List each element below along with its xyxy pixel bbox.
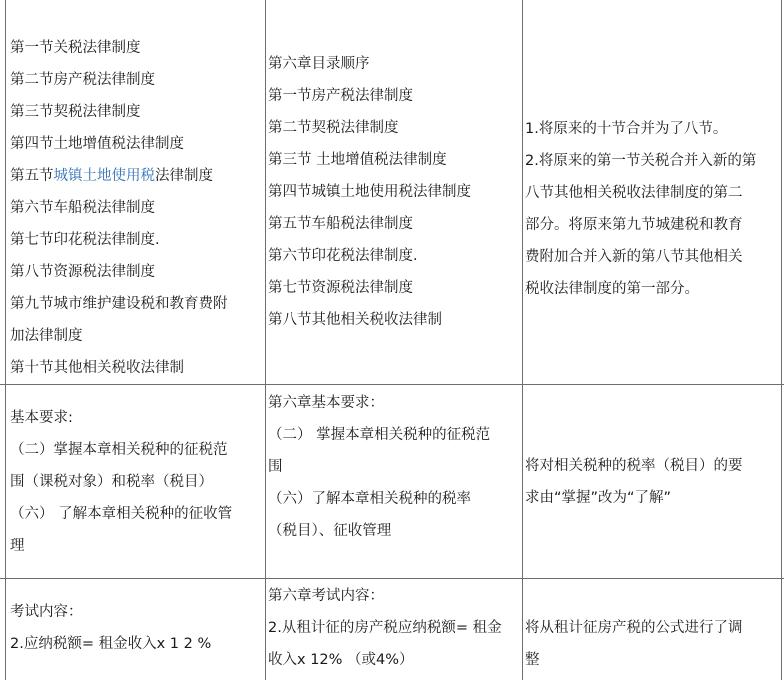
r1c2-line-7: 第七节资源税法律制度 <box>268 280 413 296</box>
row2-col2-cell <box>268 387 520 547</box>
r1c3-line-5: 税收法律制度的第一部分。 <box>525 281 699 297</box>
r1c1-line-9: 加法律制度 <box>10 328 83 344</box>
row3-col2-cell <box>268 580 520 676</box>
r1c1-line-0: 第一节关税法律制度 <box>10 40 141 56</box>
r1c3-line-4: 费附加合并入新的第八节其他相关 <box>525 249 743 265</box>
r3c1-line-1: 2.应纳税额= 租金收入x 1 2 % <box>10 636 212 652</box>
land-use-tax-link[interactable]: 城镇土地使用税 <box>53 168 155 184</box>
r1c2-line-4: 第四节城镇土地使用税法律制度 <box>268 184 471 200</box>
r1c1-line-10: 第十节其他相关税收法律制 <box>10 360 184 376</box>
r3c2-line-2: 收入x 12% （或4%） <box>268 652 414 668</box>
r1c1-line-4-post: 法律制度 <box>155 168 213 184</box>
r1c3-line-1: 2.将原来的第一节关税合并入新的第 <box>525 153 757 169</box>
row3-col3-cell <box>525 612 779 676</box>
r3c2-line-0: 第六章考试内容： <box>268 588 384 604</box>
r3c2-line-1: 2.从租计征的房产税应纳税额= 租金 <box>268 620 502 636</box>
r1c3-line-0: 1.将原来的十节合并为了八节。 <box>525 121 728 137</box>
r1c2-line-2: 第二节契税法律制度 <box>268 120 399 136</box>
row2-col1-cell <box>10 402 262 562</box>
row1-col2-cell <box>268 48 520 336</box>
r1c3-line-3: 部分。将原来第九节城建税和教育 <box>525 217 743 233</box>
r2c1-line-0: 基本要求: <box>10 410 73 426</box>
r2c2-line-4: （税目）、征收管理 <box>268 523 392 539</box>
r2c1-line-1: （二）掌握本章相关税种的征税范 <box>10 442 228 458</box>
row1-col3-cell <box>525 113 779 305</box>
r1c1-line-5: 第六节车船税法律制度 <box>10 200 155 216</box>
r1c2-line-0: 第六章目录顺序 <box>268 56 370 72</box>
r1c2-line-5: 第五节车船税法律制度 <box>268 216 413 232</box>
r3c3-line-0: 将从租计征房产税的公式进行了调 <box>525 620 743 636</box>
row3-col1-cell <box>10 596 262 660</box>
r2c3-line-0: 将对相关税种的税率（税目）的要 <box>525 458 743 474</box>
r2c1-line-4: 理 <box>10 538 25 554</box>
r2c2-line-3: （六）了解本章相关税种的税率 <box>268 491 471 507</box>
r2c1-line-3: （六） 了解本章相关税种的征收管 <box>10 506 233 522</box>
r1c1-line-6: 第七节印花税法律制度. <box>10 232 160 248</box>
r1c2-line-3: 第三节 土地增值税法律制度 <box>268 152 447 168</box>
r1c2-line-6: 第六节印花税法律制度. <box>268 248 418 264</box>
r1c1-line-2: 第三节契税法律制度 <box>10 104 141 120</box>
r1c2-line-1: 第一节房产税法律制度 <box>268 88 413 104</box>
table-divider-row1 <box>0 384 784 385</box>
row2-col3-cell <box>525 450 779 514</box>
r1c1-line-3: 第四节土地增值税法律制度 <box>10 136 184 152</box>
r1c1-line-1: 第二节房产税法律制度 <box>10 72 155 88</box>
r1c1-line-7: 第八节资源税法律制度 <box>10 264 155 280</box>
r2c2-line-2: 围 <box>268 459 283 475</box>
r1c1-line-4-pre: 第五节 <box>10 168 54 184</box>
r2c3-line-1: 求由“掌握”改为“了解” <box>525 490 672 506</box>
r2c1-line-2: 围（课税对象）和税率（税目） <box>10 474 213 490</box>
r2c2-line-1: （二） 掌握本章相关税种的征税范 <box>268 427 491 443</box>
r3c1-line-0: 考试内容： <box>10 604 83 620</box>
row1-col1-cell <box>10 32 262 384</box>
r1c3-line-2: 八节其他相关税收法律制度的第二 <box>525 185 743 201</box>
table-divider-row2 <box>0 578 784 579</box>
r1c1-line-4 <box>10 160 262 192</box>
r1c1-line-8: 第九节城市维护建设税和教育费附 <box>10 296 228 312</box>
r2c2-line-0: 第六章基本要求： <box>268 395 384 411</box>
r3c3-line-1: 整 <box>525 652 540 668</box>
r1c2-line-8: 第八节其他相关税收法律制 <box>268 312 442 328</box>
